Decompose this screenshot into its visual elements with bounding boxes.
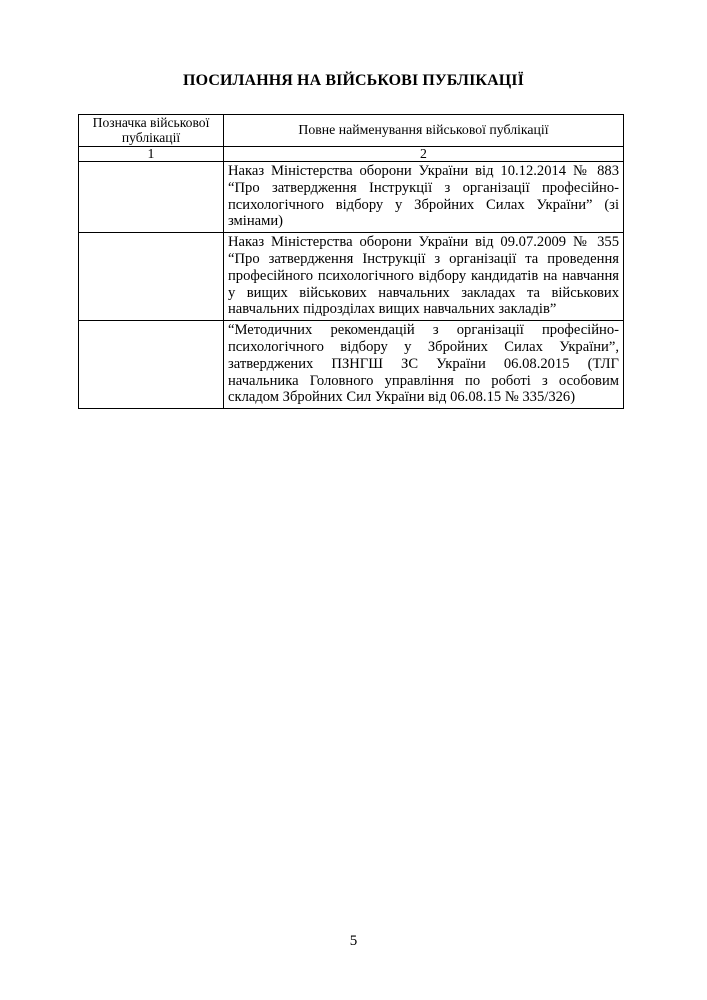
publications-table <box>78 114 624 409</box>
full-name-cell <box>224 162 624 233</box>
column-number-1: 1 <box>79 147 224 162</box>
publication-entry-text: Наказ Міністерства оборони України від 10.12.2014 № 883 “Про затвердження Інструкції з організації професійно-психологічного відбору у Збройних Силах України” (зі змінами) <box>228 163 619 230</box>
table-row <box>79 233 624 321</box>
table-header-row <box>79 115 624 147</box>
full-name-cell <box>224 233 624 321</box>
full-name-cell <box>224 321 624 409</box>
table-row <box>79 162 624 233</box>
designation-cell <box>79 162 224 233</box>
header-designation: Позначка військової публікації <box>79 115 224 147</box>
table-row <box>79 321 624 409</box>
column-number-2: 2 <box>224 147 624 162</box>
designation-cell <box>79 233 224 321</box>
page-number: 5 <box>349 933 358 949</box>
header-full-name: Повне найменування військової публікації <box>224 115 624 147</box>
designation-cell <box>79 321 224 409</box>
publication-entry-text: “Методичних рекомендацій з організації професійно-психологічного відбору у Збройних Силах України”, затверджених ПЗНГШ ЗС України 06.08.2015 (ТЛГ начальника Головного управління по роботі з особовим складом Збройних Сил України від 06.08.15 № 335/326) <box>228 322 619 406</box>
publication-entry-text: Наказ Міністерства оборони України від 09.07.2009 № 355 “Про затвердження Інструкції з організації та проведення професійного психологічного відбору кандидатів на навчання у вищих військових навчальних закладах та військових навчальних підрозділах вищих навчальних закладів” <box>228 234 619 318</box>
page-title: ПОСИЛАННЯ НА ВІЙСЬКОВІ ПУБЛІКАЦІЇ <box>183 72 524 89</box>
column-number-row <box>79 147 624 162</box>
